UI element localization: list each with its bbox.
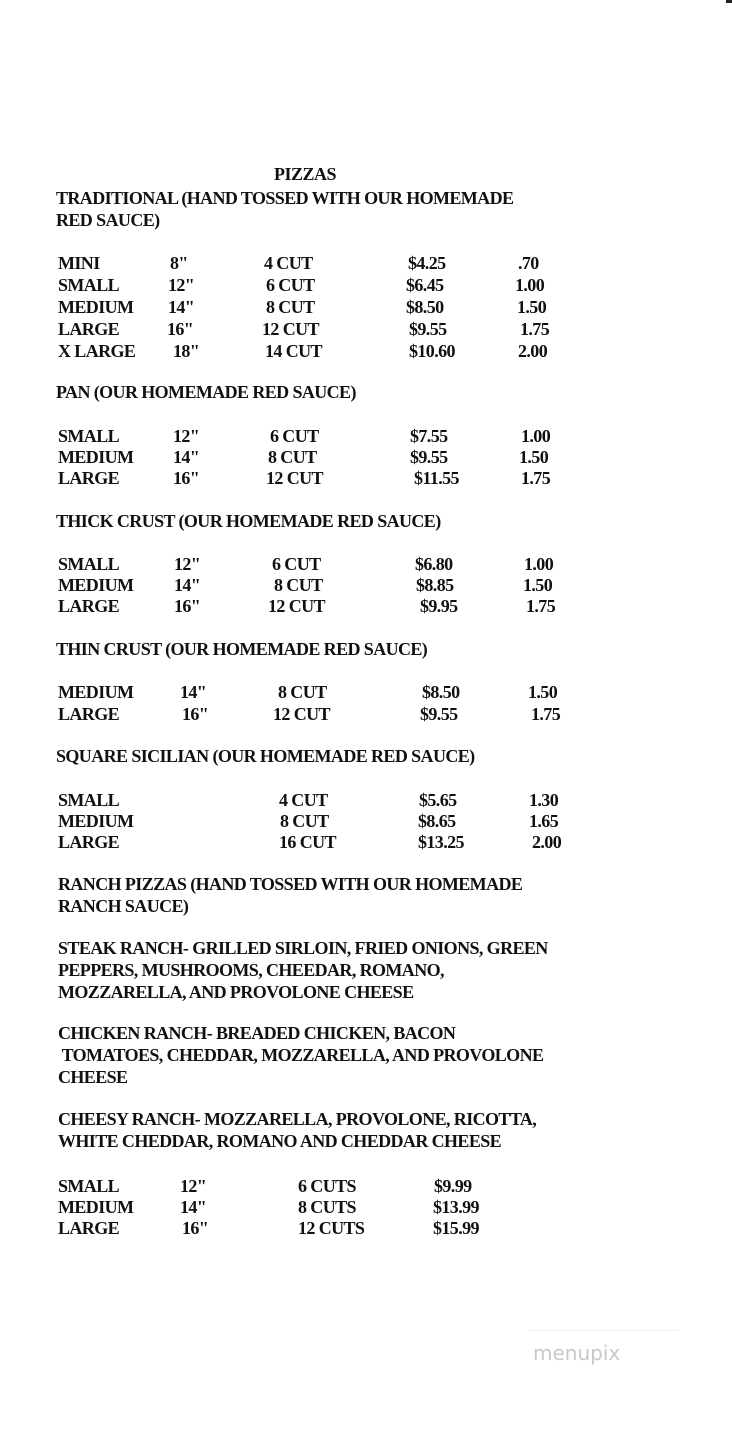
price-label: $4.25 — [408, 253, 446, 273]
section-heading-thick-crust: THICK CRUST (OUR HOMEMADE RED SAUCE) — [56, 511, 441, 531]
inches-label: 16" — [173, 468, 200, 488]
cheesy-ranch-description — [58, 1108, 598, 1152]
heading-line: TRADITIONAL (HAND TOSSED WITH OUR HOMEMADE — [56, 188, 514, 208]
menu-row — [0, 274, 732, 296]
size-label: SMALL — [58, 790, 120, 810]
topping-price-label: 1.75 — [520, 319, 550, 339]
description-line: PEPPERS, MUSHROOMS, CHEEDAR, ROMANO, — [58, 960, 444, 980]
description-line: TOMATOES, CHEDDAR, MOZZARELLA, AND PROVOLONE — [58, 1045, 544, 1065]
price-label: $13.25 — [418, 832, 464, 852]
inches-label: 14" — [180, 682, 207, 702]
size-label: LARGE — [58, 1218, 120, 1238]
menu-row — [0, 789, 732, 811]
cuts-label: 8 CUT — [280, 811, 329, 831]
inches-label: 8" — [170, 253, 188, 273]
size-label: LARGE — [58, 596, 120, 616]
menu-row — [0, 446, 732, 468]
menu-row — [0, 595, 732, 617]
menu-row — [0, 467, 732, 489]
inches-label: 18" — [173, 341, 200, 361]
topping-price-label: 1.00 — [524, 554, 554, 574]
inches-label: 14" — [168, 297, 195, 317]
size-label: MEDIUM — [58, 447, 134, 467]
menu-row — [0, 574, 732, 596]
cuts-label: 12 CUT — [262, 319, 319, 339]
topping-price-label: .70 — [518, 253, 539, 273]
topping-price-label: 1.50 — [519, 447, 549, 467]
topping-price-label: 1.50 — [523, 575, 553, 595]
inches-label: 12" — [180, 1176, 207, 1196]
watermark-divider — [528, 1330, 678, 1331]
topping-price-label: 2.00 — [532, 832, 562, 852]
cuts-label: 14 CUT — [265, 341, 322, 361]
size-label: LARGE — [58, 832, 120, 852]
description-line: STEAK RANCH- GRILLED SIRLOIN, FRIED ONIONS, GREEN — [58, 938, 548, 958]
price-label: $8.65 — [418, 811, 456, 831]
cuts-label: 6 CUTS — [298, 1176, 356, 1196]
page-title: PIZZAS — [273, 164, 337, 184]
cuts-label: 4 CUT — [279, 790, 328, 810]
size-label: MEDIUM — [58, 811, 134, 831]
size-label: MINI — [58, 253, 100, 273]
inches-label: 16" — [174, 596, 201, 616]
description-line: MOZZARELLA, AND PROVOLONE CHEESE — [58, 982, 414, 1002]
menu-row — [0, 831, 732, 853]
cuts-label: 6 CUT — [266, 275, 315, 295]
steak-ranch-description — [58, 937, 598, 1003]
price-label: $9.55 — [420, 704, 458, 724]
size-label: MEDIUM — [58, 297, 134, 317]
inches-label: 14" — [173, 447, 200, 467]
price-label: $6.45 — [406, 275, 444, 295]
cuts-label: 12 CUT — [273, 704, 330, 724]
inches-label: 14" — [174, 575, 201, 595]
topping-price-label: 2.00 — [518, 341, 548, 361]
price-label: $11.55 — [414, 468, 459, 488]
description-line: CHEESY RANCH- MOZZARELLA, PROVOLONE, RICOTTA, — [58, 1109, 537, 1129]
price-label: $13.99 — [433, 1197, 479, 1217]
cuts-label: 16 CUT — [279, 832, 336, 852]
size-label: MEDIUM — [58, 1197, 134, 1217]
menu-row — [0, 252, 732, 274]
topping-price-label: 1.50 — [517, 297, 547, 317]
heading-line: RED SAUCE) — [56, 210, 160, 230]
menu-row — [0, 553, 732, 575]
description-line: CHICKEN RANCH- BREADED CHICKEN, BACON — [58, 1023, 456, 1043]
inches-label: 12" — [174, 554, 201, 574]
price-label: $15.99 — [433, 1218, 479, 1238]
cuts-label: 8 CUT — [274, 575, 323, 595]
chicken-ranch-description — [58, 1022, 598, 1088]
section-heading-traditional — [56, 187, 566, 231]
cuts-label: 12 CUTS — [298, 1218, 365, 1238]
menu-row — [0, 318, 732, 340]
cuts-label: 12 CUT — [266, 468, 323, 488]
size-label: LARGE — [58, 468, 120, 488]
menu-row — [0, 810, 732, 832]
price-label: $9.95 — [420, 596, 458, 616]
description-line: CHEESE — [58, 1067, 128, 1087]
size-label: MEDIUM — [58, 575, 134, 595]
price-label: $6.80 — [415, 554, 453, 574]
inches-label: 16" — [182, 704, 209, 724]
topping-price-label: 1.75 — [531, 704, 561, 724]
size-label: SMALL — [58, 275, 120, 295]
price-label: $8.85 — [416, 575, 454, 595]
price-label: $9.99 — [434, 1176, 472, 1196]
cuts-label: 8 CUT — [266, 297, 315, 317]
section-heading-ranch-pizzas — [58, 873, 568, 917]
inches-label: 16" — [182, 1218, 209, 1238]
price-label: $8.50 — [406, 297, 444, 317]
topping-price-label: 1.75 — [521, 468, 551, 488]
cuts-label: 8 CUT — [278, 682, 327, 702]
menu-row — [0, 425, 732, 447]
description-line: WHITE CHEDDAR, ROMANO AND CHEDDAR CHEESE — [58, 1131, 502, 1151]
price-label: $9.55 — [409, 319, 447, 339]
topping-price-label: 1.00 — [521, 426, 551, 446]
menu-row — [0, 296, 732, 318]
topping-price-label: 1.30 — [529, 790, 559, 810]
cuts-label: 6 CUT — [272, 554, 321, 574]
menu-row — [0, 1196, 732, 1218]
inches-label: 12" — [173, 426, 200, 446]
size-label: SMALL — [58, 1176, 120, 1196]
cuts-label: 8 CUT — [268, 447, 317, 467]
menu-row — [0, 1217, 732, 1239]
inches-label: 12" — [168, 275, 195, 295]
inches-label: 16" — [167, 319, 194, 339]
section-heading-square-sicilian: SQUARE SICILIAN (OUR HOMEMADE RED SAUCE) — [56, 746, 475, 766]
topping-price-label: 1.50 — [528, 682, 558, 702]
section-heading-thin-crust: THIN CRUST (OUR HOMEMADE RED SAUCE) — [56, 639, 428, 659]
size-label: LARGE — [58, 319, 120, 339]
price-label: $5.65 — [419, 790, 457, 810]
menu-row — [0, 1175, 732, 1197]
cuts-label: 8 CUTS — [298, 1197, 356, 1217]
corner-mark — [726, 0, 732, 3]
cuts-label: 12 CUT — [268, 596, 325, 616]
price-label: $10.60 — [409, 341, 455, 361]
topping-price-label: 1.75 — [526, 596, 556, 616]
menu-row — [0, 340, 732, 362]
size-label: LARGE — [58, 704, 120, 724]
topping-price-label: 1.00 — [515, 275, 545, 295]
price-label: $9.55 — [410, 447, 448, 467]
menu-row — [0, 681, 732, 703]
cuts-label: 4 CUT — [264, 253, 313, 273]
heading-line: RANCH SAUCE) — [58, 896, 189, 916]
section-heading-pan: PAN (OUR HOMEMADE RED SAUCE) — [56, 382, 356, 402]
menupix-watermark: menupix — [533, 1341, 621, 1365]
size-label: MEDIUM — [58, 682, 134, 702]
menu-row — [0, 703, 732, 725]
topping-price-label: 1.65 — [529, 811, 559, 831]
inches-label: 14" — [180, 1197, 207, 1217]
cuts-label: 6 CUT — [270, 426, 319, 446]
price-label: $7.55 — [410, 426, 448, 446]
size-label: X LARGE — [58, 341, 136, 361]
size-label: SMALL — [58, 554, 120, 574]
price-label: $8.50 — [422, 682, 460, 702]
size-label: SMALL — [58, 426, 120, 446]
heading-line: RANCH PIZZAS (HAND TOSSED WITH OUR HOMEMADE — [58, 874, 523, 894]
